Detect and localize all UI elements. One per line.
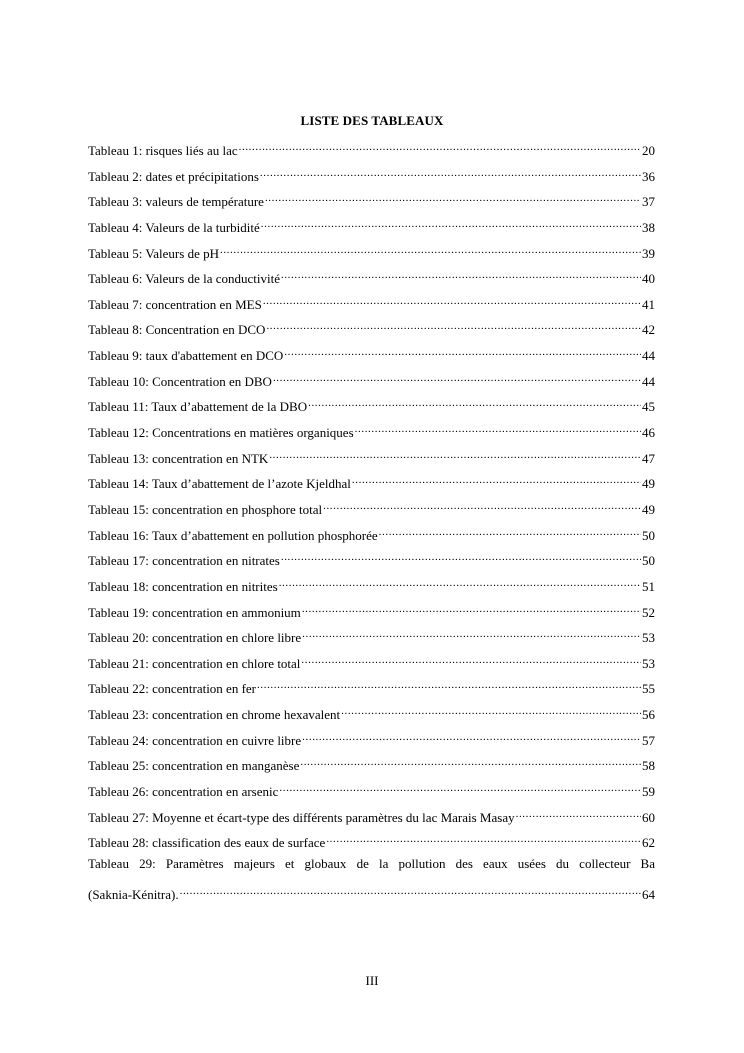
toc-entry[interactable]: [88, 522, 655, 548]
toc-entry[interactable]: [88, 470, 655, 496]
dot-leader: [261, 214, 641, 232]
toc-entry-page: 50: [642, 527, 655, 543]
toc-entry[interactable]: [88, 650, 655, 676]
dot-leader: [281, 547, 641, 565]
dot-leader: [260, 163, 641, 181]
dot-leader: [302, 727, 641, 745]
toc-entry-page: 58: [642, 758, 655, 774]
dot-leader: [355, 419, 641, 437]
toc-entry[interactable]: [88, 752, 655, 778]
toc-entry[interactable]: [88, 240, 655, 266]
toc-entry-page: 44: [642, 373, 655, 389]
toc-entry-label: Tableau 23: concentration en chrome hexavalent: [88, 707, 341, 723]
toc-entry-page: 57: [642, 732, 655, 748]
toc-entry[interactable]: [88, 804, 655, 830]
toc-entry[interactable]: [88, 316, 655, 342]
dot-leader: [281, 265, 641, 283]
toc-entry-page: 40: [642, 271, 655, 287]
toc-entry-page: 37: [642, 194, 655, 210]
dot-leader: [220, 240, 641, 258]
page-number: III: [365, 973, 379, 988]
toc-entry-label: Tableau 25: concentration en manganèse: [88, 758, 300, 774]
toc-entry[interactable]: [88, 829, 655, 855]
list-of-tables: [88, 137, 655, 906]
dot-leader: [266, 316, 641, 334]
toc-entry-label: Tableau 26: concentration en arsenic: [88, 784, 279, 800]
dot-leader: [301, 650, 641, 668]
toc-entry-label: Tableau 28: classification des eaux de surface: [88, 835, 326, 851]
toc-entry-label: Tableau 18: concentration en nitrites: [88, 578, 278, 594]
toc-entry-page: 46: [642, 425, 655, 441]
toc-entry-label: (Saknia-Kénitra).: [88, 886, 179, 902]
toc-entry-page: 45: [642, 399, 655, 415]
dot-leader: [302, 599, 641, 617]
dot-leader: [308, 393, 641, 411]
toc-entry-page: 60: [642, 809, 655, 825]
toc-entry[interactable]: [88, 675, 655, 701]
toc-entry[interactable]: [88, 778, 655, 804]
toc-entry-label: Tableau 13: concentration en NTK: [88, 450, 269, 466]
dot-leader: [257, 675, 641, 693]
toc-entry-page: 56: [642, 707, 655, 723]
toc-entry-page: 39: [642, 245, 655, 261]
toc-entry-label: Tableau 9: taux d'abattement en DCO: [88, 348, 284, 364]
dot-leader: [379, 522, 641, 540]
dot-leader: [239, 137, 641, 155]
dot-leader: [284, 342, 641, 360]
dot-leader: [516, 804, 641, 822]
dot-leader: [341, 701, 641, 719]
dot-leader: [326, 829, 641, 847]
toc-entry-label: Tableau 21: concentration en chlore total: [88, 655, 301, 671]
toc-entry-page: 64: [642, 886, 655, 902]
dot-leader: [323, 496, 641, 514]
toc-entry-label: Tableau 29: Paramètres majeurs et globaux de la pollution des eaux usées du collecteur Ba: [88, 855, 655, 871]
toc-entry-page: 47: [642, 450, 655, 466]
toc-entry[interactable]: [88, 163, 655, 189]
toc-entry-continuation: [88, 881, 655, 907]
toc-entry-label: Tableau 3: valeurs de température: [88, 194, 264, 210]
dot-leader: [263, 291, 641, 309]
toc-entry-page: 52: [642, 604, 655, 620]
toc-entry[interactable]: [88, 291, 655, 317]
toc-entry[interactable]: [88, 188, 655, 214]
toc-entry[interactable]: [88, 727, 655, 753]
toc-entry-label: Tableau 24: concentration en cuivre libre: [88, 732, 302, 748]
toc-entry-label: Tableau 2: dates et précipitations: [88, 168, 259, 184]
toc-entry[interactable]: [88, 342, 655, 368]
toc-entry-label: Tableau 10: Concentration en DBO: [88, 373, 272, 389]
toc-entry[interactable]: [88, 496, 655, 522]
toc-entry-label: Tableau 19: concentration en ammonium: [88, 604, 301, 620]
toc-entry[interactable]: [88, 547, 655, 573]
dot-leader: [300, 752, 641, 770]
toc-entry[interactable]: [88, 368, 655, 394]
toc-entry-label: Tableau 14: Taux d’abattement de l’azote Kjeldhal: [88, 476, 351, 492]
toc-entry-page: 44: [642, 348, 655, 364]
toc-entry-page: 49: [642, 476, 655, 492]
dot-leader: [302, 624, 641, 642]
toc-entry-label: Tableau 17: concentration en nitrates: [88, 553, 280, 569]
dot-leader: [352, 470, 641, 488]
toc-entry-page: 53: [642, 655, 655, 671]
dot-leader: [269, 445, 641, 463]
toc-entry-label: Tableau 27: Moyenne et écart-type des différents paramètres du lac Marais Masay: [88, 809, 515, 825]
toc-entry-label: Tableau 6: Valeurs de la conductivité: [88, 271, 280, 287]
toc-entry-page: 20: [642, 143, 655, 158]
toc-entry-label: Tableau 16: Taux d’abattement en pollution phosphorée: [88, 527, 378, 543]
toc-entry-page: 41: [642, 296, 655, 312]
toc-entry-page: 53: [642, 630, 655, 646]
toc-entry-label: Tableau 11: Taux d’abattement de la DBO: [88, 399, 308, 415]
toc-entry-page: 50: [642, 553, 655, 569]
toc-entry[interactable]: [88, 214, 655, 240]
toc-entry-label: Tableau 7: concentration en MES: [88, 296, 262, 312]
toc-entry-page: 42: [642, 322, 655, 338]
toc-entry[interactable]: [88, 419, 655, 445]
toc-entry-label: Tableau 22: concentration en fer: [88, 681, 257, 697]
dot-leader: [279, 778, 641, 796]
toc-entry[interactable]: [88, 573, 655, 599]
toc-entry[interactable]: [88, 265, 655, 291]
toc-entry-page: 59: [642, 784, 655, 800]
toc-entry[interactable]: [88, 855, 655, 906]
dot-leader: [265, 188, 641, 206]
toc-entry-label: Tableau 20: concentration en chlore libre: [88, 630, 302, 646]
toc-entry-page: 36: [642, 168, 655, 184]
toc-entry[interactable]: [88, 701, 655, 727]
toc-entry-page: 62: [642, 835, 655, 851]
toc-entry-page: 55: [642, 681, 655, 697]
toc-entry[interactable]: [88, 599, 655, 625]
dot-leader: [180, 881, 641, 899]
toc-entry-label: Tableau 1: risques liés au lac: [88, 143, 238, 158]
toc-entry-page: 49: [642, 501, 655, 517]
toc-entry[interactable]: [88, 624, 655, 650]
toc-entry[interactable]: [88, 445, 655, 471]
toc-entry-label: Tableau 8: Concentration en DCO: [88, 322, 266, 338]
dot-leader: [279, 573, 641, 591]
toc-entry-label: Tableau 5: Valeurs de pH: [88, 245, 219, 261]
toc-entry-page: 51: [642, 578, 655, 594]
toc-entry[interactable]: [88, 137, 655, 163]
page-title: LISTE DES TABLEAUX: [300, 113, 444, 128]
toc-entry-label: Tableau 15: concentration en phosphore total: [88, 501, 323, 517]
toc-entry[interactable]: [88, 393, 655, 419]
toc-entry-page: 38: [642, 219, 655, 235]
dot-leader: [273, 368, 641, 386]
toc-entry-label: Tableau 4: Valeurs de la turbidité: [88, 219, 260, 235]
toc-entry-label: Tableau 12: Concentrations en matières organiques: [88, 425, 354, 441]
